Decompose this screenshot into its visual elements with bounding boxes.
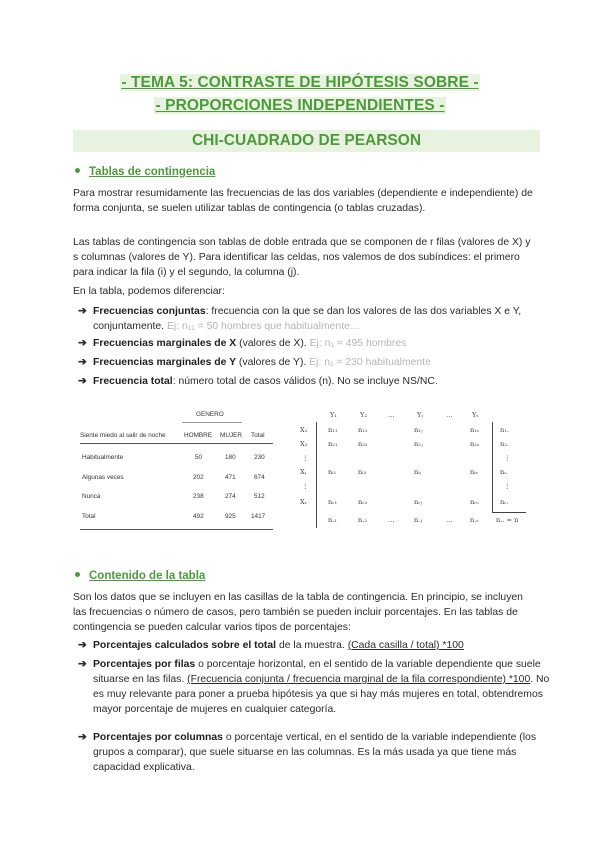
table-cell: 180: [225, 454, 236, 461]
row-label: ⋮: [302, 454, 309, 462]
divider: [80, 443, 273, 444]
table-cell: 238: [193, 493, 204, 500]
row-header: Siente miedo al salir de noche: [80, 432, 166, 439]
list-item: ➔ Porcentajes por filas o porcentaje horizontal, en el sentido de la variable dependiente que suele situarse en las filas. (Frecuencia conjunta / frecuencia marginal de la fila correspondiente) *100. No es muy relevante para poner a prueba hipótesis ya que si hay más mujeres en total, obtendremos mayor porcentaje de mujeres en cualquier categoría.: [78, 659, 550, 715]
row-label: Algunas veces: [82, 474, 124, 481]
paragraph: Son los datos que se incluyen en las casillas de la tabla de contingencia. En principio, se incluyen las frecuencias o número de casos, pero también se pueden incluir porcentajes. En las tablas de contingencia se pueden calcular varios tipos de porcentajes:: [73, 592, 523, 633]
row-label: X₁: [300, 426, 308, 434]
arrow-icon: ➔: [78, 376, 87, 387]
list-item: ➔ Frecuencias marginales de X (valores de X). Ej: n₁ = 495 hombres: [78, 338, 407, 349]
arrow-icon: ➔: [78, 306, 87, 317]
paragraph: Para mostrar resumidamente las frecuencias de las dos variables (dependiente e independiente) de forma conjunta, se suelen utilizar tablas de contingencia (o tablas cruzadas).: [73, 188, 533, 214]
list-item: ➔ Frecuencias conjuntas: frecuencia con la que se dan los valores de las dos variables X e Y, conjuntamente. Ej: n₁₁ = 50 hombres que habitualmente…: [78, 306, 522, 332]
table-cell: n.. = n: [496, 516, 519, 524]
arrow-icon: ➔: [78, 338, 87, 349]
table-cell: 492: [193, 513, 204, 520]
table-cell: 202: [193, 474, 204, 481]
row-label: Habitualmente: [82, 454, 124, 461]
table-cell: 512: [254, 493, 265, 500]
list-item: ➔ Frecuencias marginales de Y (valores de Y). Ej: n₁ = 230 habitualmente: [78, 357, 431, 368]
table-cell: n₁₂: [358, 426, 368, 434]
table-cell: n.₁: [328, 516, 337, 524]
divider: [492, 512, 526, 513]
column-header: MUJER: [220, 432, 243, 439]
table-cell: n₂₂: [358, 440, 368, 448]
table-cell: n₂ₛ: [470, 440, 480, 448]
section-heading-tablas: Tablas de contingencia: [73, 166, 215, 178]
table-cell: nᵢⱼ: [414, 468, 422, 476]
table-cell: 925: [225, 513, 236, 520]
divider: [316, 422, 317, 528]
table-cell: n₂₁: [328, 440, 338, 448]
group-header: GENERO: [196, 411, 224, 418]
bullet-icon: [75, 572, 80, 577]
page-title-line2: - PROPORCIONES INDEPENDIENTES -: [155, 97, 445, 114]
list-item: ➔ Porcentajes calculados sobre el total de la muestra. (Cada casilla / total) *100: [78, 640, 464, 651]
arrow-icon: ➔: [78, 659, 87, 670]
paragraph: En la tabla, podemos diferenciar:: [73, 286, 225, 297]
arrow-icon: ➔: [78, 640, 87, 651]
table-cell: n₁.: [500, 426, 509, 434]
column-header: Yⱼ: [417, 411, 424, 419]
column-header: Y₁: [330, 411, 337, 419]
table-cell: n₁₁: [328, 426, 338, 434]
section-heading-contenido: Contenido de la tabla: [73, 570, 205, 582]
notation-table: [296, 408, 528, 530]
list-item: ➔ Porcentajes por columnas o porcentaje vertical, en el sentido de la variable independiente (los grupos a comparar), que suele situarse en las columnas. Es la más usada ya que tiene más capacidad explicativa.: [78, 732, 537, 773]
column-header: Yₛ: [472, 411, 479, 419]
divider: [182, 422, 242, 423]
list-item: ➔ Frecuencia total: número total de casos válidos (n). No se incluye NS/NC.: [78, 376, 438, 387]
table-cell: nᵣ₂: [358, 498, 368, 506]
table-cell: n₁ₛ: [470, 426, 480, 434]
table-cell: 50: [195, 454, 203, 461]
page-title-line1: - TEMA 5: CONTRASTE DE HIPÓTESIS SOBRE -: [121, 74, 479, 91]
table-cell: nᵣ.: [500, 498, 509, 506]
table-cell: nᵣ₁: [328, 498, 338, 506]
table-cell: nᵢ.: [500, 468, 508, 476]
row-label: ⋮: [302, 482, 309, 490]
crosstab-table: [80, 405, 275, 535]
row-label: Xᵢ: [300, 468, 307, 476]
table-cell: nᵢ₁: [328, 468, 337, 476]
table-cell: nᵣₛ: [470, 498, 479, 506]
table-cell: ⋮: [504, 454, 511, 462]
table-cell: ⋮: [504, 482, 511, 490]
table-cell: …: [446, 516, 453, 524]
arrow-icon: ➔: [78, 357, 87, 368]
table-cell: 674: [254, 474, 265, 481]
divider: [492, 422, 493, 512]
column-header: HOMBRE: [184, 432, 213, 439]
table-cell: nᵢₛ: [470, 468, 478, 476]
table-cell: n.₂: [358, 516, 367, 524]
column-header: …: [446, 411, 453, 419]
table-cell: 274: [225, 493, 236, 500]
row-label: X₂: [300, 440, 308, 448]
bullet-icon: [75, 168, 80, 173]
section-banner: CHI-CUADRADO DE PEARSON: [73, 130, 540, 152]
column-header: Total: [251, 432, 265, 439]
divider: [80, 529, 273, 530]
row-label: Nunca: [82, 493, 101, 500]
table-cell: 230: [254, 454, 265, 461]
table-cell: 1417: [251, 513, 266, 520]
table-cell: n₂ⱼ: [414, 440, 423, 448]
column-header: Y₂: [360, 411, 367, 419]
table-cell: n₂.: [500, 440, 509, 448]
row-label: Xᵣ: [300, 498, 307, 506]
table-cell: 471: [225, 474, 236, 481]
table-cell: nᵢ₂: [358, 468, 367, 476]
table-cell: nᵣⱼ: [414, 498, 423, 506]
arrow-icon: ➔: [78, 732, 87, 743]
table-cell: n.ₛ: [470, 516, 479, 524]
table-cell: …: [388, 516, 395, 524]
column-header: …: [388, 411, 395, 419]
table-cell: n₁ⱼ: [414, 426, 423, 434]
row-label: Total: [82, 513, 96, 520]
paragraph: Las tablas de contingencia son tablas de doble entrada que se componen de r filas (valores de X) y s columnas (valores de Y). Para identificar las celdas, nos valemos de dos subíndices: el primero para indicar la fila (i) y el segundo, la columna (j).: [73, 237, 531, 278]
table-cell: n.ⱼ: [414, 516, 423, 524]
